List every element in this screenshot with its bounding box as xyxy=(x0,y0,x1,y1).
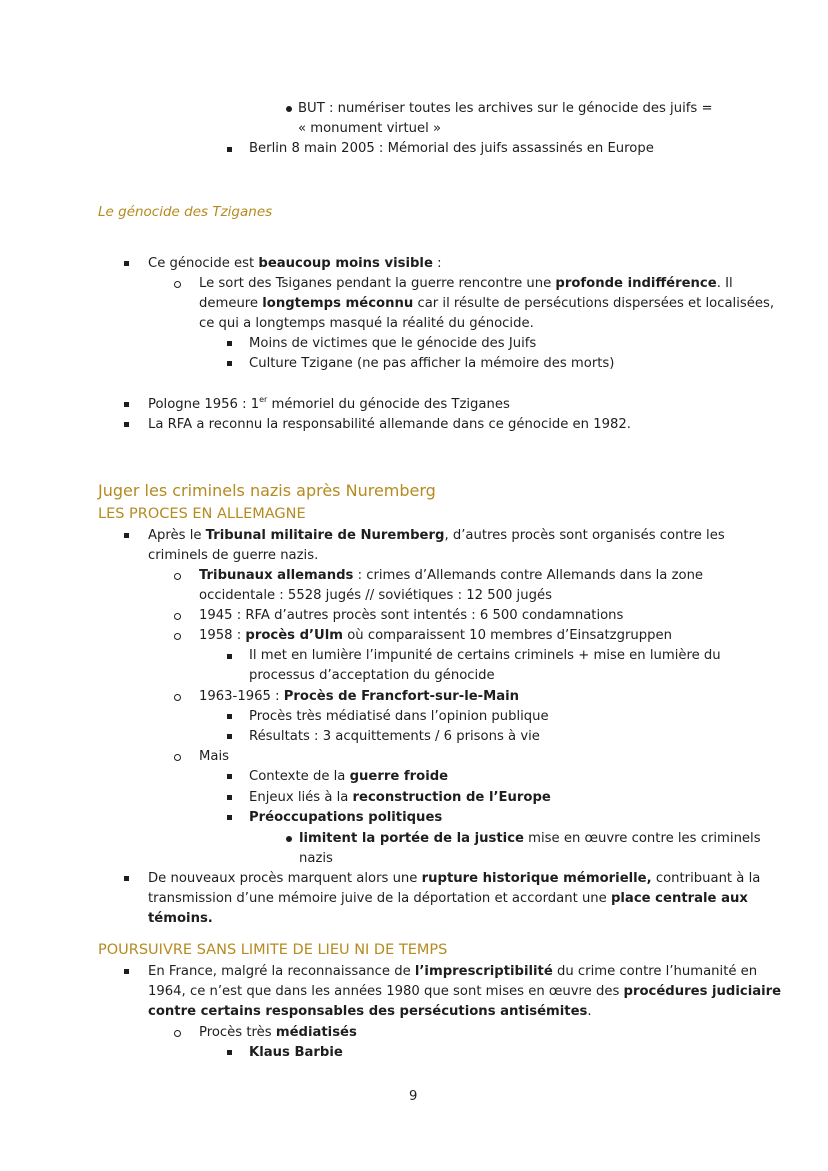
text: demeure xyxy=(199,296,263,311)
subsection-heading: LES PROCES EN ALLEMAGNE xyxy=(98,506,306,522)
bullet-square xyxy=(227,654,232,659)
text-bold: beaucoup moins visible xyxy=(258,256,433,271)
list-item xyxy=(249,666,495,686)
list-item xyxy=(249,767,448,787)
text: : xyxy=(432,256,442,271)
bullet-circle xyxy=(174,573,181,580)
text-bold: médiatisés xyxy=(275,1025,357,1040)
text-bold: rupture historique mémorielle, xyxy=(421,871,652,886)
bullet-square xyxy=(124,876,129,881)
text-bold: Préoccupations politiques xyxy=(249,810,443,825)
bullet-circle xyxy=(174,633,181,640)
list-item xyxy=(148,869,760,889)
text: processus d’acceptation du génocide xyxy=(249,668,495,683)
bullet-square xyxy=(227,815,232,820)
text: Procès très xyxy=(199,1025,276,1040)
list-item xyxy=(249,1043,343,1063)
text: Culture Tzigane (ne pas afficher la mémoire des morts) xyxy=(249,356,615,371)
text: 1958 : xyxy=(199,628,246,643)
text: du crime contre l’humanité en xyxy=(552,964,758,979)
text: Enjeux liés à la xyxy=(249,790,353,805)
text-bold: contre certains responsables des persécutions antisémites xyxy=(148,1004,588,1019)
text: contribuant à la xyxy=(651,871,761,886)
text: Procès très médiatisé dans l’opinion publique xyxy=(249,709,549,724)
list-item xyxy=(299,849,333,869)
list-item xyxy=(298,99,713,119)
list-item xyxy=(148,546,318,566)
text: , d’autres procès sont organisés contre les xyxy=(444,528,725,543)
list-item xyxy=(148,526,725,546)
list-item xyxy=(249,354,614,374)
list-item xyxy=(199,314,534,334)
text: ce qui a longtemps masqué la réalité du génocide. xyxy=(199,316,534,331)
text: 1963-1965 : xyxy=(199,689,284,704)
list-item xyxy=(249,788,551,808)
list-item xyxy=(199,626,672,646)
list-item xyxy=(199,687,519,707)
list-item xyxy=(148,962,757,982)
text: Moins de victimes que le génocide des Juifs xyxy=(249,336,537,351)
section-heading: Juger les criminels nazis après Nuremberg xyxy=(98,481,436,500)
text: Contexte de la xyxy=(249,769,350,784)
superscript: er xyxy=(259,395,268,404)
text: 1945 : RFA d’autres procès sont intentés : 6 500 condamnations xyxy=(199,608,624,623)
text: La RFA a reconnu la responsabilité allemande dans ce génocide en 1982. xyxy=(148,417,631,432)
text: 1964, ce n’est que dans les années 1980 que sont mises en œuvre des xyxy=(148,984,624,999)
list-item xyxy=(199,606,623,626)
text-bold: profonde indifférence xyxy=(555,276,717,291)
text-bold: Tribunaux allemands xyxy=(199,568,354,583)
list-item xyxy=(148,415,631,435)
text-bold: Procès de Francfort-sur-le-Main xyxy=(283,689,520,704)
bullet-square xyxy=(124,261,129,266)
page-number: 9 xyxy=(409,1089,418,1104)
list-item xyxy=(199,747,229,767)
bullet-square xyxy=(227,774,232,779)
bullet-square xyxy=(124,969,129,974)
text-bold: Tribunal militaire de Nuremberg xyxy=(205,528,445,543)
list-item xyxy=(148,982,781,1002)
section-heading: Le génocide des Tziganes xyxy=(98,204,273,220)
text: Ce génocide est xyxy=(148,256,259,271)
text: Il met en lumière l’impunité de certains criminels + mise en lumière du xyxy=(249,648,721,663)
bullet-circle xyxy=(174,754,181,761)
text-bold: procédures judiciaire xyxy=(623,984,782,999)
text-bold: procès d’Ulm xyxy=(245,628,344,643)
bullet-square xyxy=(227,714,232,719)
text: car il résulte de persécutions dispersées et localisées, xyxy=(413,296,775,311)
text: nazis xyxy=(299,851,333,866)
list-item xyxy=(299,829,761,849)
bullet-circle xyxy=(174,281,181,288)
list-item xyxy=(249,139,654,159)
text: De nouveaux procès marquent alors une xyxy=(148,871,422,886)
text: criminels de guerre nazis. xyxy=(148,548,319,563)
bullet-square xyxy=(124,402,129,407)
text: Après le xyxy=(148,528,206,543)
bullet-square xyxy=(227,147,232,152)
text-bold: l’imprescriptibilité xyxy=(414,964,553,979)
subsection-heading: POURSUIVRE SANS LIMITE DE LIEU NI DE TEMPS xyxy=(98,942,448,958)
bullet-circle xyxy=(174,1030,181,1037)
list-item xyxy=(249,727,540,747)
text: : crimes d’Allemands contre Allemands dans la zone xyxy=(353,568,704,583)
list-item xyxy=(249,646,721,666)
text: « monument virtuel » xyxy=(298,121,442,136)
bullet-square xyxy=(227,341,232,346)
list-item xyxy=(199,586,552,606)
bullet-square xyxy=(227,1050,232,1055)
text: . Il xyxy=(716,276,733,291)
list-item xyxy=(199,566,703,586)
text: Résultats : 3 acquittements / 6 prisons à vie xyxy=(249,729,540,744)
text: transmission d’une mémoire juive de la déportation et accordant une xyxy=(148,891,611,906)
text: où comparaissent 10 membres d’Einsatzgruppen xyxy=(343,628,672,643)
bullet-dot xyxy=(286,836,292,842)
text: Berlin 8 main 2005 : Mémorial des juifs assassinés en Europe xyxy=(249,141,654,156)
bullet-square xyxy=(124,422,129,427)
list-item xyxy=(249,707,549,727)
list-item xyxy=(199,294,774,314)
text-bold: reconstruction de l’Europe xyxy=(352,790,551,805)
text-bold: témoins. xyxy=(148,911,213,926)
text-bold: Klaus Barbie xyxy=(249,1045,343,1060)
text: Le sort des Tsiganes pendant la guerre rencontre une xyxy=(199,276,556,291)
bullet-circle xyxy=(174,613,181,620)
list-item xyxy=(199,274,733,294)
list-item xyxy=(148,909,213,929)
list-item xyxy=(148,1002,592,1022)
list-item xyxy=(148,889,748,909)
list-item xyxy=(249,808,442,828)
text-bold: limitent la portée de la justice xyxy=(299,831,524,846)
text: BUT : numériser toutes les archives sur le génocide des juifs = xyxy=(298,101,713,116)
text-bold: longtemps méconnu xyxy=(262,296,414,311)
list-item xyxy=(298,119,441,139)
text-bold: guerre froide xyxy=(349,769,449,784)
bullet-square xyxy=(227,795,232,800)
text: Pologne 1956 : 1 xyxy=(148,397,260,412)
bullet-circle xyxy=(174,694,181,701)
list-item xyxy=(199,1023,357,1043)
text-bold: place centrale aux xyxy=(610,891,748,906)
bullet-square xyxy=(227,361,232,366)
text: mémoriel du génocide des Tziganes xyxy=(267,397,510,412)
bullet-square xyxy=(227,734,232,739)
text: occidentale : 5528 jugés // soviétiques : 12 500 jugés xyxy=(199,588,552,603)
list-item xyxy=(249,334,536,354)
text: . xyxy=(587,1004,592,1019)
text: En France, malgré la reconnaissance de xyxy=(148,964,415,979)
list-item xyxy=(148,395,510,415)
bullet-square xyxy=(124,533,129,538)
list-item xyxy=(148,254,442,274)
text: mise en œuvre contre les criminels xyxy=(523,831,761,846)
bullet-dot xyxy=(286,106,292,112)
text: Mais xyxy=(199,749,229,764)
